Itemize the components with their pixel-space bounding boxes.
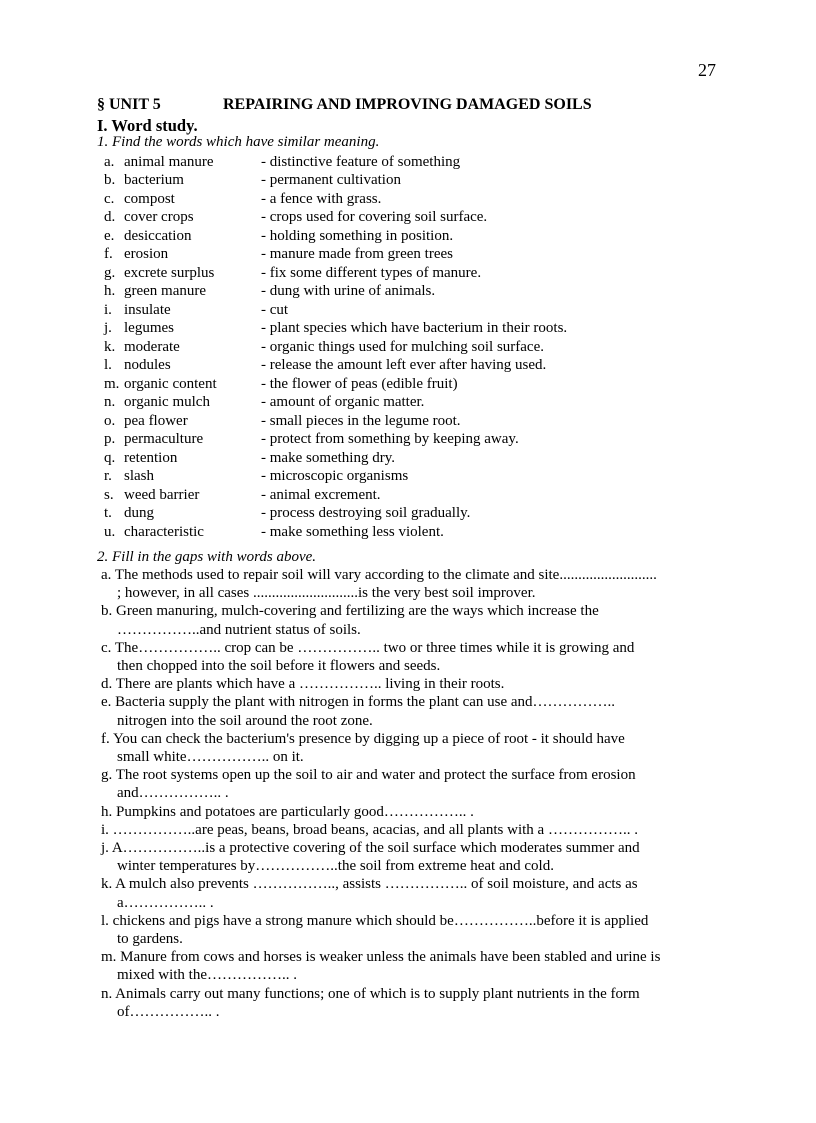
gap-item: l. chickens and pigs have a strong manure which should be……………..before it is applied to gardens.	[101, 912, 649, 948]
vocab-term: slash	[124, 468, 154, 484]
fill-gaps-list	[101, 566, 731, 1021]
vocab-meaning: - cut	[261, 301, 289, 318]
vocab-meaning: - holding something in position.	[261, 227, 454, 244]
page-number: 27	[698, 60, 716, 80]
vocab-letter: e.	[104, 227, 115, 244]
vocab-term: desiccation	[124, 227, 192, 244]
gap-item: e. Bacteria supply the plant with nitrogen in forms the plant can use and…………….. nitrogen into the soil around the root zone.	[101, 694, 616, 729]
vocab-meaning: - a fence with grass.	[261, 190, 382, 207]
vocab-letter: i.	[104, 301, 112, 318]
gap-item: f. You can check the bacterium's presence by digging up a piece of root - it should have small white…………….. on it.	[101, 730, 625, 766]
vocab-term: permaculture	[124, 431, 204, 447]
vocab-term: moderate	[124, 338, 180, 355]
vocab-term: pea flower	[124, 412, 188, 429]
vocab-meaning: - amount of organic matter.	[261, 394, 425, 410]
vocab-meaning: - make something less violent.	[261, 523, 444, 540]
vocab-meaning: - permanent cultivation	[261, 172, 401, 188]
vocab-row	[104, 190, 567, 209]
gap-item: b. Green manuring, mulch-covering and fertilizing are the ways which increase the ……………..and nutrient status of soils.	[101, 603, 599, 638]
vocab-meaning: - distinctive feature of something	[261, 153, 461, 170]
vocab-row	[104, 504, 567, 523]
vocab-term: excrete surplus	[124, 264, 215, 281]
gap-item: d. There are plants which have a …………….. living in their roots.	[101, 676, 505, 693]
vocabulary-list	[104, 153, 567, 542]
unit-label: § UNIT 5	[97, 96, 161, 113]
vocab-letter: b.	[104, 172, 116, 188]
vocab-term: characteristic	[124, 523, 204, 540]
vocab-term: cover crops	[124, 209, 194, 225]
vocab-row	[104, 227, 567, 246]
vocab-meaning: - organic things used for mulching soil surface.	[261, 338, 544, 355]
vocab-letter: p.	[104, 431, 116, 447]
gap-item: n. Animals carry out many functions; one of which is to supply plant nutrients in the form of…………….. .	[101, 985, 640, 1020]
gap-item: m. Manure from cows and horses is weaker unless the animals have been stabled and urine is mixed with the…………….. .	[101, 949, 661, 984]
vocab-row	[104, 449, 567, 468]
exercise2-title: 2. Fill in the gaps with words above.	[97, 549, 317, 565]
unit-title: REPAIRING AND IMPROVING DAMAGED SOILS	[223, 96, 592, 113]
vocab-meaning: - crops used for covering soil surface.	[261, 209, 488, 225]
vocab-row	[104, 171, 567, 190]
vocab-term: bacterium	[124, 172, 184, 188]
vocab-row	[104, 523, 567, 542]
gap-item: k. A mulch also prevents …………….., assists …………….. of soil moisture, and acts as a…………….. .	[101, 876, 638, 911]
section-title: I. Word study.	[97, 116, 198, 135]
exercise1-title: 1. Find the words which have similar meaning.	[97, 134, 380, 150]
vocab-term: dung	[124, 505, 154, 521]
gap-item: a. The methods used to repair soil will vary according to the climate and site.......................... ; however, in all cases ............................is the very best soil improver.	[101, 567, 657, 602]
vocab-letter: n.	[104, 394, 116, 410]
vocab-letter: g.	[104, 264, 116, 281]
vocab-meaning: - fix some different types of manure.	[261, 264, 482, 281]
vocab-meaning: - manure made from green trees	[261, 246, 453, 262]
vocab-term: weed barrier	[124, 486, 200, 503]
vocab-meaning: - plant species which have bacterium in their roots.	[261, 320, 568, 336]
vocab-row	[104, 467, 567, 486]
vocab-row	[104, 393, 567, 412]
gap-item: c. The…………….. crop can be …………….. two or three times while it is growing and then chopped into the soil before it flowers and seeds.	[101, 639, 635, 675]
vocab-term: green manure	[124, 283, 207, 299]
vocab-letter: m.	[104, 375, 120, 392]
vocab-letter: h.	[104, 283, 116, 299]
gap-item: g. The root systems open up the soil to air and water and protect the surface from erosion and…………….. .	[101, 767, 636, 802]
vocab-meaning: - release the amount left ever after having used.	[261, 357, 547, 373]
vocab-row	[104, 153, 567, 172]
vocab-row	[104, 356, 567, 375]
vocab-term: compost	[124, 190, 175, 207]
vocab-letter: s.	[104, 486, 114, 503]
gap-item: i. ……………..are peas, beans, broad beans, acacias, and all plants with a …………….. .	[101, 821, 638, 838]
vocab-row	[104, 338, 567, 357]
vocab-row	[104, 430, 567, 449]
vocab-meaning: - dung with urine of animals.	[261, 283, 436, 299]
vocab-meaning: - animal excrement.	[261, 486, 381, 503]
vocab-letter: l.	[104, 357, 112, 373]
vocab-letter: j.	[104, 320, 112, 336]
vocab-row	[104, 301, 567, 320]
unit-heading	[97, 96, 592, 114]
vocab-meaning: - protect from something by keeping away.	[261, 431, 519, 447]
vocab-letter: o.	[104, 412, 116, 429]
vocab-meaning: - process destroying soil gradually.	[261, 505, 471, 521]
vocab-meaning: - microscopic organisms	[261, 468, 409, 484]
vocab-meaning: - make something dry.	[261, 449, 395, 466]
vocab-letter: f.	[104, 246, 113, 262]
vocab-term: organic mulch	[124, 394, 210, 410]
vocab-letter: c.	[104, 190, 115, 207]
vocab-row	[104, 245, 567, 264]
vocab-row	[104, 319, 567, 338]
vocab-term: retention	[124, 449, 178, 466]
vocab-term: animal manure	[124, 153, 214, 170]
vocab-row	[104, 282, 567, 301]
vocab-row	[104, 375, 567, 394]
gap-item: h. Pumpkins and potatoes are particularly good…………….. .	[101, 803, 474, 820]
vocab-meaning: - the flower of peas (edible fruit)	[261, 375, 458, 392]
vocab-letter: t.	[104, 505, 112, 521]
vocab-letter: u.	[104, 523, 116, 540]
gap-item: j. A……………..is a protective covering of the soil surface which moderates summer and winter temperatures by……………..the soil from extreme heat and cold.	[101, 840, 640, 875]
vocab-row	[104, 412, 567, 431]
vocab-row	[104, 264, 567, 283]
vocab-letter: k.	[104, 338, 116, 355]
vocab-term: erosion	[124, 246, 169, 262]
vocab-letter: d.	[104, 209, 116, 225]
vocab-row	[104, 208, 567, 227]
vocab-letter: q.	[104, 449, 116, 466]
vocab-term: organic content	[124, 375, 217, 392]
vocab-letter: a.	[104, 153, 115, 170]
vocab-row	[104, 486, 567, 505]
vocab-term: insulate	[124, 301, 171, 318]
vocab-letter: r.	[104, 468, 112, 484]
vocab-meaning: - small pieces in the legume root.	[261, 412, 461, 429]
vocab-term: legumes	[124, 320, 174, 336]
vocab-term: nodules	[124, 357, 171, 373]
